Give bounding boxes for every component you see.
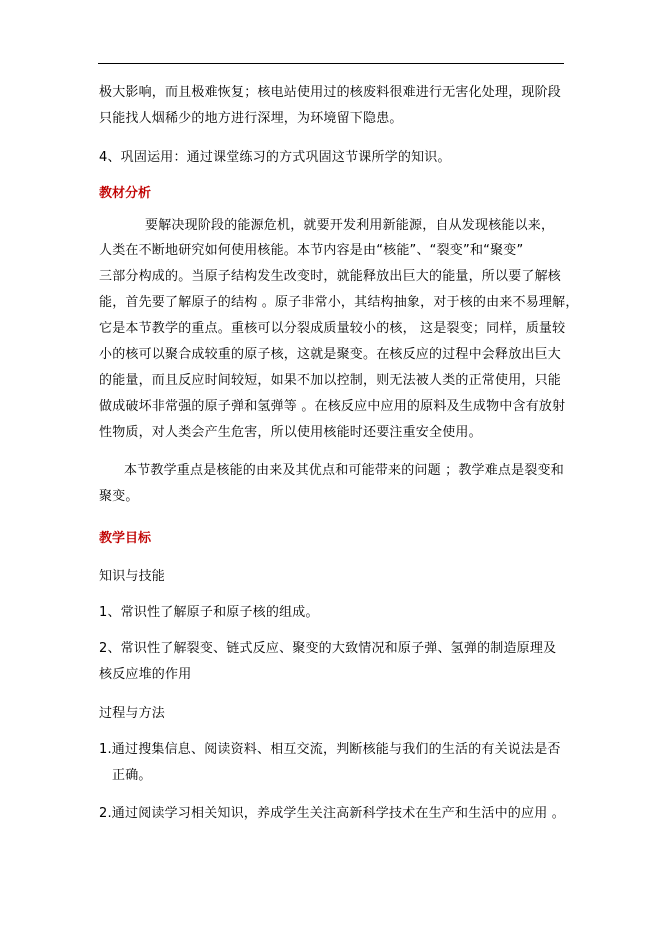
analysis-line-9: 性物质，对人类会产生危害，所以使用核能时还要注重安全使用。 [99,425,482,440]
process-item-1-line-1: 1.通过搜集信息、阅读资料、相互交流，判断核能与我们的生活的有关说法是否 [99,742,561,757]
knowledge-item-2-line-2: 核反应堆的作用 [99,667,192,682]
knowledge-item-1: 1、常识性了解原子和原子核的组成。 [99,605,319,620]
analysis-line-6: 小的核可以聚合成较重的原子核，这就是聚变。在核反应的过程中会释放出巨大 [99,347,562,362]
analysis-line-3: 三部分构成的。当原子结构发生改变时，就能释放出巨大的能量，所以要了解核 [99,269,562,284]
focus-line-2: 聚变。 [99,489,139,504]
knowledge-skills-title: 知识与技能 [99,569,166,584]
knowledge-item-2-line-1: 2、常识性了解裂变、链式反应、聚变的大致情况和原子弹、氢弹的制造原理及 [99,641,557,656]
step-4-text: 4、巩固运用：通过课堂练习的方式巩固这节课所学的知识。 [99,150,451,165]
analysis-line-8: 做成破坏非常强的原子弹和氢弹等 。在核反应中应用的原料及生成物中含有放射 [99,399,566,414]
process-methods-title: 过程与方法 [99,706,166,721]
analysis-line-7: 的能量，而且反应时间较短，如果不加以控制，则无法被人类的正常使用，只能 [99,373,562,388]
focus-line-1: 本节教学重点是核能的由来及其优点和可能带来的问题 ；教学难点是裂变和 [124,463,564,478]
section-heading-objectives: 教学目标 [99,531,152,546]
header-rule [98,63,564,64]
intro-line-1: 极大影响，而且极难恢复；核电站使用过的核废料很难进行无害化处理，现阶段 [99,85,562,100]
analysis-line-4: 能，首先要了解原子的结构 。原子非常小，其结构抽象，对于核的由来不易理解， [99,295,579,310]
process-item-1-line-2: 正确。 [112,768,152,783]
section-heading-analysis: 教材分析 [99,186,152,201]
analysis-line-5: 它是本节教学的重点。重核可以分裂成质量较小的核， 这是裂变；同样，质量较 [99,321,566,336]
intro-line-2: 只能找人烟稀少的地方进行深埋，为环境留下隐患。 [99,111,403,126]
analysis-line-1: 要解决现阶段的能源危机，就要开发利用新能源，自从发现核能以来， [145,218,555,233]
analysis-line-2: 人类在不断地研究如何使用核能。本节内容是由“核能”、“裂变”和“聚变” [99,243,524,258]
process-item-2: 2.通过阅读学习相关知识，养成学生关注高新科学技术在生产和生活中的应用 。 [99,806,565,821]
